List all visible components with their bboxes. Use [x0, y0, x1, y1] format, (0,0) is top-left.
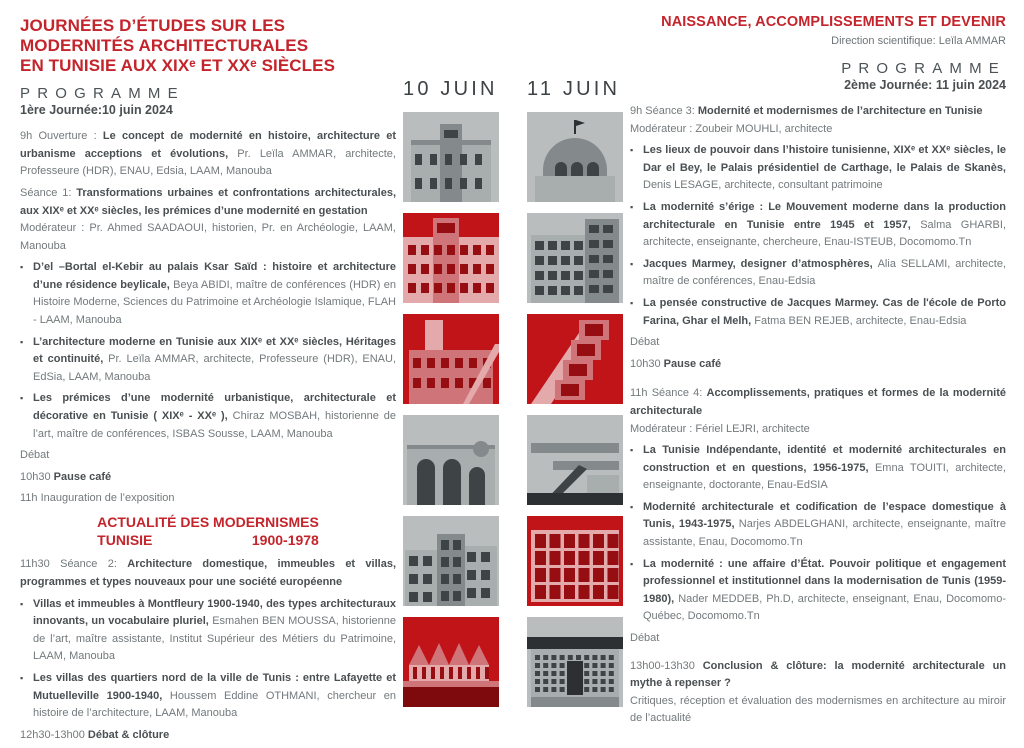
segment-bold: Villas et immeubles à Montfleury 1900-1940, des types architecturaux innovants, un vocabulaire pluriel, [33, 597, 396, 628]
exposition-heading-line2 [97, 531, 319, 549]
marmey-designer-bullet [630, 256, 1006, 291]
segment-regular: 11h Inauguration de l’exposition [20, 492, 175, 505]
codification-bullet [630, 499, 1006, 552]
segment-regular: Denis LESAGE, architecte, consultant patrimoine [643, 179, 883, 192]
segment-bold: Conclusion & clôture: la modernité architecturale un mythe à repenser ? [630, 659, 1007, 690]
segment-bold: Débat & clôture [87, 728, 170, 741]
day1-column [20, 16, 396, 748]
segment-regular: Débat [630, 632, 660, 645]
event-title [20, 16, 396, 76]
segment-regular: 9h Séance 3: [630, 105, 698, 117]
segment-bold: Les prémices d’une modernité urbanistique, architecturale et décorative en Tunisie ( XIXᵉ - XXᵉ ), [33, 392, 396, 423]
modern-blocks-photo-art [527, 213, 623, 303]
bullet-square-icon: ▪ [630, 145, 634, 156]
seance-3-entry [630, 103, 1006, 138]
segment-regular: Pr. Leïla AMMAR, architecte, Professeure (HDR), ENAU, EdSia, LAAM, Manouba [33, 353, 397, 383]
exposition-heading-line1: ACTUALITÉ DES MODERNISMES [97, 514, 319, 531]
domed-theatre-photo [527, 112, 623, 202]
segment-bold: Accomplissements, pratiques et formes de la modernité architecturale [630, 387, 1007, 417]
segment-regular: Chiraz MOSBAH, historienne de l’art, maître de conférences, ISBAS Sousse, LAAM, Manouba [33, 410, 396, 440]
bullet-square-icon: ▪ [20, 262, 24, 273]
premices-bullet [20, 390, 396, 443]
photo-column-10-juin [403, 78, 499, 718]
day1-items [20, 128, 396, 744]
beylical-palace-photo-art [403, 112, 499, 202]
segment-regular: Alia SELLAMI, architecte, maître de conférences, Enau-Edsia [643, 257, 1006, 288]
conclusion-entry [630, 658, 1006, 728]
seance-1-entry [20, 185, 396, 255]
inauguration-line [20, 490, 396, 508]
exposition-heading-line2-left: TUNISIE [97, 532, 153, 549]
day2-subheading: 2ème Journée: 11 juin 2024 [844, 78, 1006, 92]
day-header-11-juin: 11 JUIN [527, 78, 621, 100]
segment-bold: Transformations urbaines et confrontations architecturales, aux XIXᵉ et XXᵉ siècles, les prémices d’une modernité en gestation [20, 186, 396, 217]
cubist-balconies-photo [527, 314, 623, 404]
segment-bold: Pause café [53, 470, 112, 483]
cubist-balconies-photo-art [527, 314, 623, 404]
arched-building-photo [403, 415, 499, 505]
segment-bold: Le concept de modernité en histoire, architecture et urbanisme acceptions et évolutions, [20, 130, 396, 160]
segment-regular: 11h Séance 4: [630, 387, 707, 400]
segment-regular: Pr. Leïla AMMAR, architecte, Professeure (HDR), ENAU, Edsia, LAAM, Manouba [20, 147, 396, 178]
debat-1-line [20, 447, 396, 465]
claustra-building-photo-art [527, 617, 623, 707]
theatre-palms-photo-art [403, 617, 499, 707]
pensee-constructive-bullet [630, 295, 1006, 330]
segment-bold: Modernité architecturale et codification de l’espace domestique à Tunis, 1943-1975, [643, 500, 1006, 531]
segment-regular: 11h30 Séance 2: [20, 558, 128, 571]
artdeco-corner-building-photo-art [403, 516, 499, 606]
exposition-heading-wrap [97, 513, 319, 549]
debat-2-line [630, 334, 1006, 352]
terraced-building-photo [527, 415, 623, 505]
seance-4-entry [630, 385, 1006, 438]
segment-regular: Débat [630, 336, 660, 349]
segment-regular: Fatma BEN REJEB, architecte, Enau-Edsia [754, 314, 967, 327]
debat-3-line [630, 630, 1006, 648]
exposition-heading [20, 513, 396, 549]
seance-2-entry [20, 556, 396, 591]
segment-bold: Pause café [663, 357, 722, 370]
segment-regular: 10h30 [20, 470, 54, 483]
event-title-line2: EN TUNISIE AUX XIXᵉ ET XXᵉ SIÈCLES [20, 56, 336, 76]
segment-regular: 13h00-13h30 [630, 659, 703, 672]
bullet-square-icon: ▪ [20, 672, 24, 683]
segment-bold: Architecture domestique, immeubles et villas, programmes et types nouveaux pour une société européenne [20, 558, 397, 588]
segment-regular: 12h30-13h00 [20, 728, 88, 741]
programme-heading-day1: PROGRAMME [20, 85, 185, 103]
bullet-square-icon: ▪ [630, 445, 634, 456]
affaire-detat-bullet [630, 556, 1006, 626]
villas-nord-bullet [20, 670, 396, 723]
exposition-heading-line2-right: 1900-1978 [251, 532, 319, 549]
terraced-building-photo-art [527, 415, 623, 505]
pause-2-line [630, 356, 1006, 374]
cloture-1-line [20, 727, 396, 745]
grid-facade-photo [527, 516, 623, 606]
bullet-square-icon: ▪ [20, 393, 24, 404]
segment-regular: Emna TOUITI, architecte, enseignante, doctorante, Enau-EdSIA [643, 461, 1006, 492]
segment-regular: Modérateur : Zoubeir MOUHLI, architecte [630, 122, 833, 135]
segment-bold: La modernité : une affaire d’État. Pouvoir politique et engagement professionnel et institutionnel dans la modernisation de Tunis (1959-1980), [643, 557, 1006, 605]
scientific-direction: Direction scientifique: Leïla AMMAR [831, 35, 1006, 47]
segment-bold: La pensée constructive de Jacques Marmey. Cas de l'école de Porto Farina, Ghar el Melh, [643, 296, 1006, 327]
segment-regular: Narjes ABDELGHANI, architecte, enseignante, maître assistante, Enau, Docomomo.Tn [643, 518, 1006, 549]
pause-1-line [20, 469, 396, 487]
arched-building-photo-art [403, 415, 499, 505]
segment-regular: Esmahen BEN MOUSSA, historienne de l’art, maître assistante, Institut Supérieur des Métiers du Patrimoine, LAAM, Manouba [33, 615, 396, 663]
artdeco-corner-building-photo [403, 516, 499, 606]
bortal-bullet [20, 259, 396, 329]
day2-items [630, 103, 1006, 728]
segment-regular: Modérateur : Fériel LEJRI, architecte [630, 422, 810, 435]
tunisie-independante-bullet [630, 442, 1006, 495]
segment-regular: Débat [20, 449, 50, 462]
modern-blocks-photo [527, 213, 623, 303]
tower-building-photo [403, 213, 499, 303]
event-title-line1: JOURNÉES D’ÉTUDES SUR LES MODERNITÉS ARCHITECTURALES [20, 16, 309, 56]
segment-bold: La modernité s’érige : Le Mouvement moderne dans la production architecturale en Tunisie entre 1945 et 1957, [643, 200, 1006, 231]
segment-regular: 10h30 [630, 357, 664, 370]
programme-heading-day2: PROGRAMME [841, 60, 1006, 77]
montfleury-bullet [20, 596, 396, 666]
day2-column [630, 14, 1006, 732]
theatre-palms-photo [403, 617, 499, 707]
fortress-tower-photo-art [403, 314, 499, 404]
claustra-building-photo [527, 617, 623, 707]
ouverture-entry [20, 128, 396, 181]
section-title: NAISSANCE, ACCOMPLISSEMENTS ET DEVENIR [661, 14, 1006, 30]
segment-bold: D’el –Bortal el-Kebir au palais Ksar Saïd : histoire et architecture d’une résidence beylicale, [33, 261, 396, 291]
lieux-pouvoir-bullet [630, 142, 1006, 195]
segment-bold: Les lieux de pouvoir dans l’histoire tunisienne, XIXᵉ et XXᵉ siècles, le Dar el Bey, le Palais présidentiel de Carthage, le Palais de Skanès, [643, 144, 1006, 174]
segment-regular: Critiques, réception et évaluation des modernismes en architecture au miroir de l’actualité [630, 694, 1006, 725]
segment-bold: Modernité et modernismes de l’architecture en Tunisie [697, 105, 983, 117]
segment-bold: La Tunisie Indépendante, identité et modernité architecturales en construction et en questions, 1956-1975, [643, 444, 1006, 474]
day1-subheading: 1ère Journée:10 juin 2024 [20, 103, 173, 118]
segment-regular: 9h Ouverture : [20, 130, 103, 143]
segment-regular: Modérateur : Pr. Ahmed SAADAOUI, historien, Pr. en Archéologie, LAAM, Manouba [20, 222, 396, 252]
segment-bold: Jacques Marmey, designer d’atmosphères, [643, 257, 878, 270]
segment-bold: L’architecture moderne en Tunisie aux XIXᵉ et XXᵉ siècles, Héritages et continuité, [33, 335, 396, 366]
segment-regular: Nader MEDDEB, Ph.D, architecte, enseignant, Enau, Docomomo-Québec, Docomomo.Tn [643, 592, 1007, 623]
bullet-square-icon: ▪ [630, 558, 634, 569]
segment-regular: Salma GHARBI, architecte, enseignante, chercheure, Enau-ISTEUB, Docomomo.Tn [643, 218, 1007, 249]
bullet-square-icon: ▪ [630, 297, 634, 308]
segment-regular: Houssem Eddine OTHMANI, chercheur en histoire de l’architecture, LAAM, Manouba [33, 689, 396, 720]
bullet-square-icon: ▪ [20, 336, 24, 347]
bullet-square-icon: ▪ [630, 258, 634, 269]
photo-column-11-juin [527, 78, 623, 718]
beylical-palace-photo [403, 112, 499, 202]
modernite-erige-bullet [630, 199, 1006, 252]
bullet-square-icon: ▪ [630, 501, 634, 512]
tower-building-photo-art [403, 213, 499, 303]
day-header-10-juin: 10 JUIN [403, 78, 498, 100]
bullet-square-icon: ▪ [630, 201, 634, 212]
fortress-tower-photo [403, 314, 499, 404]
grid-facade-photo-art [527, 516, 623, 606]
segment-bold: Les villas des quartiers nord de la ville de Tunis : entre Lafayette et Mutuelleville 1900-1940, [33, 671, 396, 702]
domed-theatre-photo-art [527, 112, 623, 202]
bullet-square-icon: ▪ [20, 598, 24, 609]
segment-regular: Séance 1: [20, 186, 77, 199]
segment-regular: Beya ABIDI, maître de conférences (HDR) en Histoire Moderne, Sciences du Patrimoine et Archéologie Islamique, FLAH - LAAM, Manouba [33, 278, 396, 327]
architecture-moderne-bullet [20, 334, 396, 387]
